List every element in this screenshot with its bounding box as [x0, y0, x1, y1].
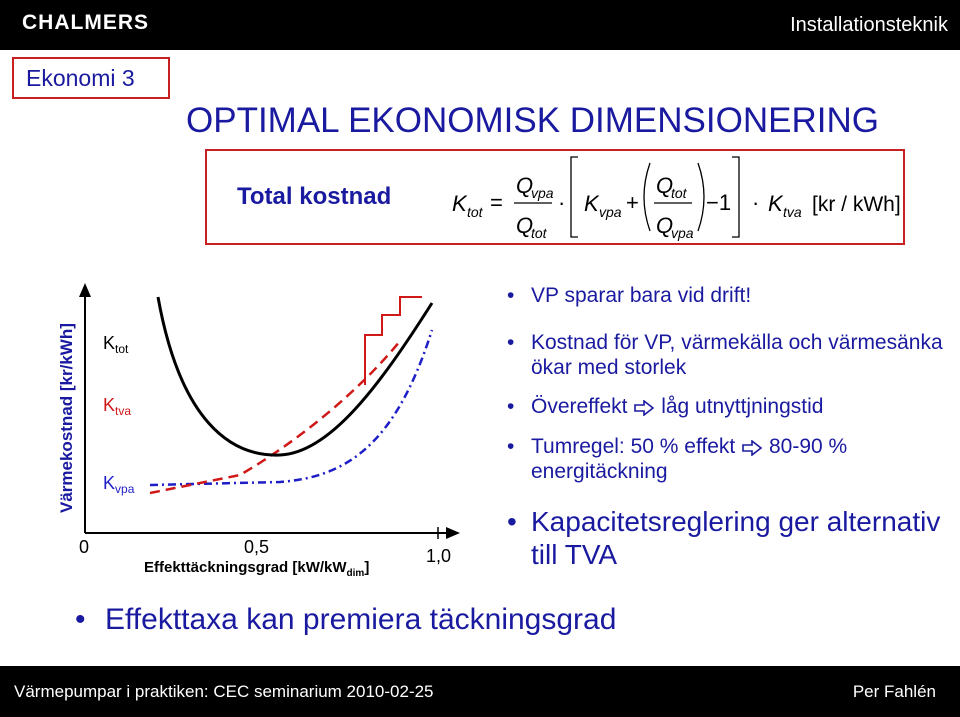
bracket-right	[732, 157, 739, 237]
tick-1-0: 1,0	[426, 546, 452, 566]
unit-label: [kr / kWh]	[812, 193, 901, 216]
k-tva-symbol: K	[768, 191, 783, 216]
bullet-dot: •	[507, 395, 515, 419]
k-tva-curve	[150, 341, 400, 493]
x-axis-label: Effekttäckningsgrad $[kW/kW_{dim}]$	[144, 559, 370, 579]
section-tag-text: Ekonomi 3	[26, 64, 135, 91]
bullet-kostnad	[505, 331, 955, 381]
q-tot-denominator-sub: tot	[531, 225, 547, 241]
bullet-text: Tumregel: 50 % effekt	[531, 435, 736, 459]
bullet-vp-drift	[505, 284, 955, 309]
footer-author: Per Fahlén	[852, 682, 936, 701]
bullet-kapacitet	[505, 505, 955, 571]
bullet-text: Kostnad för VP, värmekälla och värmesänka ökar med storlek	[531, 330, 943, 379]
paren-right	[698, 163, 704, 231]
x-axis-arrow-icon	[446, 527, 460, 539]
formula-box	[205, 149, 905, 245]
bullet-dot: •	[507, 505, 517, 537]
cost-diagram	[0, 275, 500, 610]
footer-seminar: Värmepumpar i praktiken: CEC seminarium 2010-02-25	[14, 682, 434, 701]
q-vpa-numerator: Q	[516, 173, 534, 198]
bullet-tumregel	[505, 435, 955, 485]
k-vpa-label: $K_{vpa}$	[103, 473, 135, 496]
k-tot-subscript: tot	[467, 204, 483, 220]
bullet-list	[505, 284, 955, 571]
multiply-dot-1: ·	[558, 190, 566, 215]
total-cost-label: Total kostnad	[237, 183, 392, 210]
footer-bar	[0, 666, 960, 717]
k-tva-subscript: tva	[783, 204, 802, 220]
q-vpa-numerator-sub: vpa	[531, 185, 554, 201]
q-tot-denominator: Q	[516, 213, 534, 238]
q-vpa-inner-sub: vpa	[671, 225, 694, 241]
y-axis-arrow-icon	[79, 283, 91, 297]
q-tot-inner: Q	[656, 173, 674, 198]
k-vpa-subscript: vpa	[599, 204, 622, 220]
minus-one: −1	[706, 190, 732, 215]
k-vpa-curve	[150, 330, 432, 485]
tick-0-5: 0,5	[244, 537, 270, 557]
k-tva-label: $K_{tva}$	[103, 395, 132, 418]
k-tot-symbol: K	[452, 191, 467, 216]
outline-right-arrow-icon	[633, 400, 655, 416]
bullet-text: låg utnyttjningstid	[661, 395, 824, 419]
k-tot-label: $K_{tot}$	[103, 333, 129, 356]
chalmers-logo: CHALMERS	[22, 11, 149, 34]
bullet-dot: •	[507, 284, 515, 307]
bullet-dot: •	[507, 435, 515, 459]
equals-sign: =	[490, 190, 503, 215]
k-vpa-symbol: K	[584, 191, 599, 216]
bullet-dot: •	[507, 330, 515, 354]
bullet-text: Kapacitetsreglering ger alternativ till TVA	[531, 505, 941, 570]
plus-sign: +	[626, 190, 639, 215]
bullet-text: 80-90 % energitäckning	[531, 435, 848, 483]
bottom-bullet	[75, 603, 616, 637]
paren-left	[644, 163, 650, 231]
q-vpa-inner: Q	[656, 213, 674, 238]
top-bar	[0, 0, 960, 50]
bullet-overeffekt	[505, 395, 955, 420]
total-cost-formula	[444, 151, 904, 243]
y-axis-label: Värmekostnad [kr/kWh]	[57, 323, 76, 513]
k-tot-curve	[158, 297, 432, 455]
q-tot-inner-sub: tot	[671, 185, 687, 201]
department-label: Installationsteknik	[790, 14, 948, 36]
bottom-bullet-text: Effekttaxa kan premiera täckningsgrad	[105, 603, 617, 636]
slide-title: OPTIMAL EKONOMISK DIMENSIONERING	[186, 101, 879, 140]
bracket-left	[571, 157, 578, 237]
tick-0: 0	[79, 537, 90, 557]
bullet-text: VP sparar bara vid drift!	[531, 284, 752, 307]
multiply-dot-2: ·	[752, 190, 760, 215]
bullet-dot: •	[75, 603, 86, 636]
bullet-text: Övereffekt	[531, 395, 628, 419]
outline-right-arrow-icon	[741, 440, 763, 456]
section-tag	[12, 57, 170, 99]
